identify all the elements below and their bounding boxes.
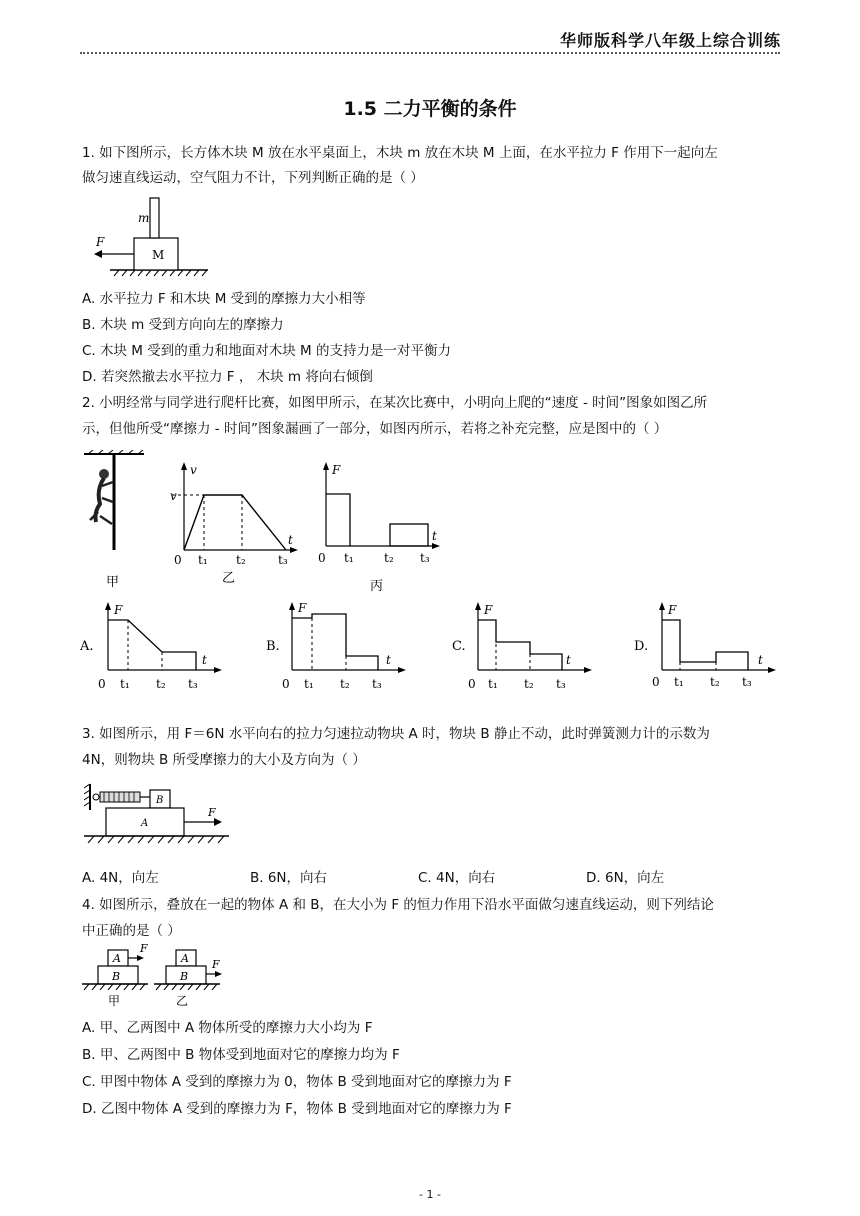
q2-yi-origin: 0 (174, 553, 182, 567)
q1-option-b[interactable]: B. 木块 m 受到方向向左的摩擦力 (82, 317, 284, 333)
q1-option-c[interactable]: C. 木块 M 受到的重力和地面对木块 M 的支持力是一对平衡力 (82, 343, 451, 359)
q4-option-a[interactable]: A. 甲、乙两图中 A 物体所受的摩擦力大小均为 F (82, 1020, 373, 1036)
q2-option-d-label: D. (634, 639, 649, 654)
q1-block-m-label: m (138, 211, 150, 225)
q2-option-b[interactable] (264, 600, 414, 695)
q2-yi-v-value: v (170, 489, 177, 503)
q2-stem-line2: 示，但他所受“摩擦力 - 时间”图象漏画了一部分，如图丙所示，若将之补充完整，应是图中的（ ） (82, 421, 668, 437)
q2-b-origin: 0 (282, 677, 290, 691)
q2-c-origin: 0 (468, 677, 476, 691)
q2-d-origin: 0 (652, 675, 660, 689)
q4-label-jia: 甲 (108, 994, 121, 1008)
q2-bing-origin: 0 (318, 551, 326, 565)
page-title: 1.5 二力平衡的条件 (343, 98, 517, 120)
q2-label-jia: 甲 (106, 575, 120, 590)
q2-figure-jia (84, 450, 154, 590)
q2-c-t2: t₂ (524, 677, 534, 691)
q2-yi-t3: t₃ (278, 553, 288, 567)
q2-c-axis-t: t (566, 653, 571, 667)
q2-d-t1: t₁ (674, 675, 684, 689)
q2-yi-t1: t₁ (198, 553, 208, 567)
q2-bing-axis-t: t (432, 529, 437, 543)
page-number: - 1 - (419, 1188, 441, 1201)
q2-a-t2: t₂ (156, 677, 166, 691)
q4-figure (80, 940, 240, 1010)
q1-block-M-label: M (152, 248, 165, 262)
q2-c-t1: t₁ (488, 677, 498, 691)
q2-d-t2: t₂ (710, 675, 720, 689)
q1-force-label: F (96, 235, 105, 249)
q1-option-d[interactable]: D. 若突然撤去水平拉力 F ， 木块 m 将向右倾倒 (82, 369, 373, 385)
q2-option-b-label: B. (266, 639, 280, 654)
q4-jia-block-a: A (113, 952, 121, 965)
q2-option-c-label: C. (452, 639, 466, 654)
q2-option-d[interactable] (632, 600, 782, 695)
q2-bing-axis-F: F (332, 463, 341, 477)
q4-jia-block-b: B (112, 970, 121, 983)
q4-yi-force: F (212, 958, 220, 971)
q3-block-a-label: A (141, 818, 149, 829)
q3-block-b-label: B (156, 795, 164, 806)
q2-c-t3: t₃ (556, 677, 566, 691)
q3-stem-line2: 4N，则物块 B 所受摩擦力的大小及方向为（ ） (82, 752, 366, 768)
q2-option-a-label: A. (80, 639, 94, 654)
q4-yi-block-b: B (180, 970, 189, 983)
q2-figure-bing (306, 460, 446, 595)
q1-stem-line1: 1. 如下图所示，长方体木块 M 放在水平桌面上，木块 m 放在木块 M 上面，在水平拉力 F 作用下一起向左 (82, 145, 718, 161)
q2-bing-t3: t₃ (420, 551, 430, 565)
q2-option-a[interactable] (78, 600, 228, 695)
q4-option-c[interactable]: C. 甲图中物体 A 受到的摩擦力为 0，物体 B 受到地面对它的摩擦力为 F (82, 1074, 512, 1090)
q3-option-c[interactable]: C. 4N，向右 (418, 870, 496, 886)
q2-b-axis-F: F (298, 601, 307, 615)
q2-yi-t2: t₂ (236, 553, 246, 567)
q2-d-t3: t₃ (742, 675, 752, 689)
page-header: 华师版科学八年级上综合训练 (560, 31, 782, 50)
q2-a-origin: 0 (98, 677, 106, 691)
q4-option-d[interactable]: D. 乙图中物体 A 受到的摩擦力为 F，物体 B 受到地面对它的摩擦力为 F (82, 1101, 512, 1117)
q2-label-bing: 丙 (370, 579, 384, 594)
q2-figure-yi (164, 460, 304, 588)
q2-d-axis-t: t (758, 653, 763, 667)
q2-b-axis-t: t (386, 653, 391, 667)
q2-yi-axis-t: t (288, 533, 293, 547)
q4-stem-line2: 中正确的是（ ） (82, 923, 181, 939)
q3-option-b[interactable]: B. 6N，向右 (250, 870, 328, 886)
q4-stem-line1: 4. 如图所示，叠放在一起的物体 A 和 B，在大小为 F 的恒力作用下沿水平面做匀速直线运动，则下列结论 (82, 897, 714, 913)
q2-d-axis-F: F (668, 603, 677, 617)
q1-stem-line2: 做匀速直线运动，空气阻力不计，下列判断正确的是（ ） (82, 170, 424, 186)
q2-b-t2: t₂ (340, 677, 350, 691)
q3-force-label: F (208, 806, 216, 819)
q3-option-a[interactable]: A. 4N，向左 (82, 870, 159, 886)
q2-b-t3: t₃ (372, 677, 382, 691)
q4-option-b[interactable]: B. 甲、乙两图中 B 物体受到地面对它的摩擦力均为 F (82, 1047, 400, 1063)
q2-b-t1: t₁ (304, 677, 314, 691)
header-divider (80, 52, 780, 54)
q2-bing-t2: t₂ (384, 551, 394, 565)
q1-figure (86, 192, 216, 278)
q2-label-yi: 乙 (222, 571, 236, 586)
q4-label-yi: 乙 (176, 994, 189, 1008)
q2-a-axis-t: t (202, 653, 207, 667)
q1-option-a[interactable]: A. 水平拉力 F 和木块 M 受到的摩擦力大小相等 (82, 291, 366, 307)
q2-stem-line1: 2. 小明经常与同学进行爬杆比赛，如图甲所示，在某次比赛中，小明向上爬的“速度 - 时间”图象如图乙所 (82, 395, 708, 411)
q2-a-t3: t₃ (188, 677, 198, 691)
q2-yi-axis-v: v (190, 463, 197, 477)
q3-stem-line1: 3. 如图所示，用 F＝6N 水平向右的拉力匀速拉动物块 A 时，物块 B 静止不动，此时弹簧测力计的示数为 (82, 726, 710, 742)
q2-a-axis-F: F (114, 603, 123, 617)
q3-figure (84, 780, 234, 852)
q4-yi-block-a: A (181, 952, 189, 965)
q2-bing-t1: t₁ (344, 551, 354, 565)
q3-option-d[interactable]: D. 6N，向左 (586, 870, 665, 886)
q4-jia-force: F (140, 942, 148, 955)
q2-c-axis-F: F (484, 603, 493, 617)
q2-option-c[interactable] (450, 600, 600, 695)
q2-a-t1: t₁ (120, 677, 130, 691)
